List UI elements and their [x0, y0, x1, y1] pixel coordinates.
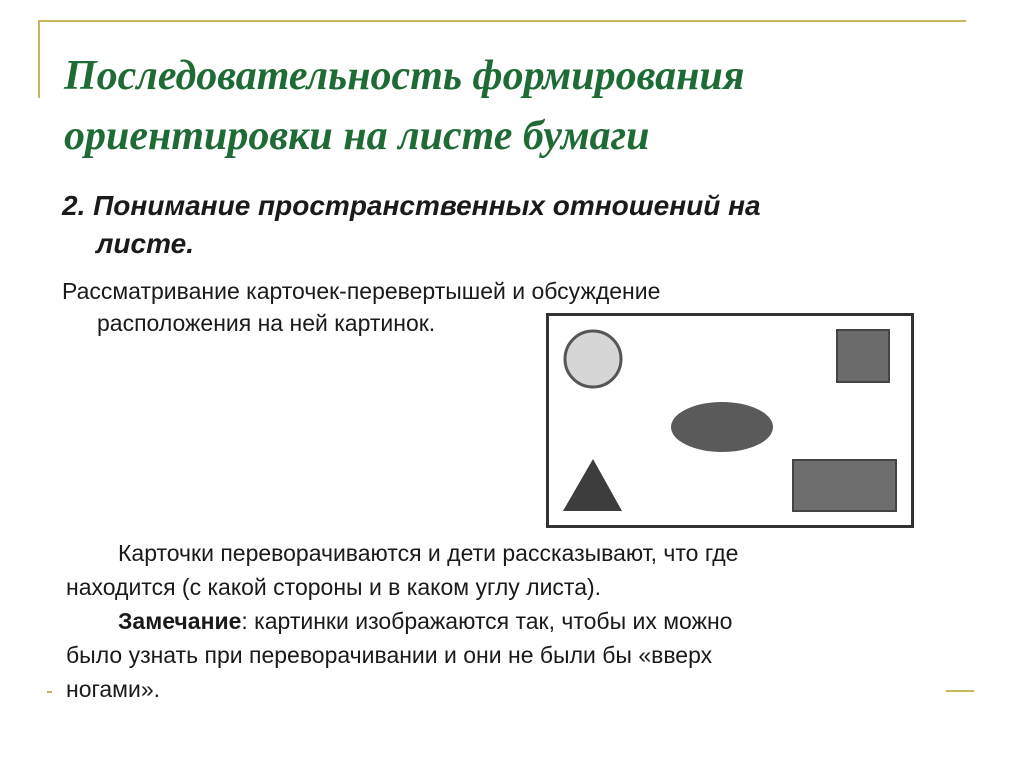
rectangle-shape	[793, 460, 896, 511]
explanation-text	[66, 536, 916, 706]
ellipse-shape	[671, 402, 773, 452]
circle-shape	[565, 331, 621, 387]
note-line-1	[66, 604, 916, 638]
slide-title	[64, 46, 964, 166]
bottom-left-accent	[47, 691, 52, 693]
note-line-2: было узнать при переворачивании и они не были бы «вверх	[66, 642, 713, 668]
square-shape	[837, 330, 889, 382]
note-line-3: ногами».	[66, 676, 161, 702]
top-accent-line	[38, 20, 966, 22]
note-label: Замечание	[118, 608, 242, 634]
flip-card-illustration	[546, 313, 914, 528]
body-line-1: Карточки переворачиваются и дети рассказывают, что где	[118, 540, 739, 566]
description-line-1: Рассматривание карточек-перевертышей и обсуждение	[62, 278, 661, 304]
section-heading	[62, 187, 942, 263]
slide-title-line-1: Последовательность формирования	[64, 53, 745, 99]
triangle-shape	[563, 459, 622, 511]
section-heading-line-2: листе.	[96, 228, 194, 259]
body-line-2: находится (с какой стороны и в каком углу листа).	[66, 574, 602, 600]
section-heading-line-1: 2. Понимание пространственных отношений на	[62, 190, 761, 221]
card-shapes	[549, 316, 911, 525]
left-accent-line	[38, 20, 40, 98]
slide-title-line-2: ориентировки на листе бумаги	[64, 113, 650, 159]
bottom-right-accent	[946, 690, 974, 692]
note-text-1: : картинки изображаются так, чтобы их можно	[241, 608, 733, 634]
description-line-2: расположения на ней картинок.	[97, 310, 436, 336]
